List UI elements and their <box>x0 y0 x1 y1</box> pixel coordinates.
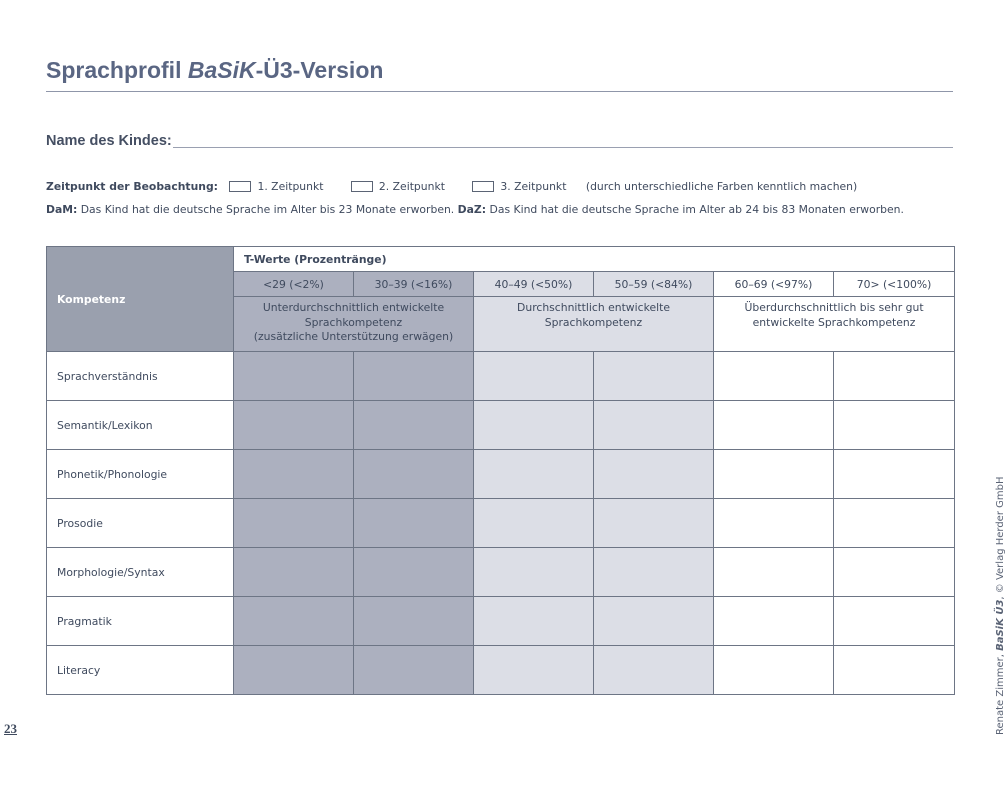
title-prefix: Sprachprofil <box>46 57 188 83</box>
rating-cell[interactable] <box>474 352 594 401</box>
rating-cell[interactable] <box>354 352 474 401</box>
competence-label: Phonetik/Phonologie <box>47 450 234 499</box>
band-above-average <box>714 297 955 352</box>
rating-cell[interactable] <box>834 401 955 450</box>
page-number: 23 <box>4 721 17 736</box>
checkbox-1[interactable] <box>229 181 251 192</box>
table-row <box>47 597 955 646</box>
credit-italic: BaSiK Ü3 <box>995 599 1006 651</box>
credit-suffix: , © Verlag Herder GmbH <box>995 476 1006 600</box>
rating-cell[interactable] <box>354 646 474 695</box>
option-3-label: 3. Zeitpunkt <box>500 180 567 193</box>
table-row <box>47 499 955 548</box>
rating-cell[interactable] <box>234 352 354 401</box>
rating-cell[interactable] <box>234 646 354 695</box>
title-suffix: -Ü3-Version <box>255 57 384 83</box>
band-line: (zusätzliche Unterstützung erwägen) <box>253 330 454 344</box>
rating-cell[interactable] <box>714 352 834 401</box>
twerte-header: T-Werte (Prozentränge) <box>234 247 955 272</box>
daz-text: Das Kind hat die deutsche Sprache im Alter ab 24 bis 83 Monaten erworben. <box>486 203 904 216</box>
range-header: 40–49 (<50%) <box>474 272 594 297</box>
rating-cell[interactable] <box>234 401 354 450</box>
table-header-row <box>47 247 955 272</box>
page-title <box>46 57 383 84</box>
rating-cell[interactable] <box>234 548 354 597</box>
checkbox-3[interactable] <box>472 181 494 192</box>
rating-cell[interactable] <box>714 450 834 499</box>
table-row <box>47 548 955 597</box>
band-line: Sprachkompetenz <box>544 315 643 329</box>
child-name-field <box>46 133 953 155</box>
competence-label: Pragmatik <box>47 597 234 646</box>
title-italic: BaSiK <box>187 57 256 83</box>
table-row <box>47 450 955 499</box>
band-below-average <box>234 297 474 352</box>
band-line: Durchschnittlich entwickelte <box>517 301 670 314</box>
rating-cell[interactable] <box>714 401 834 450</box>
observation-time-row <box>46 180 857 194</box>
rating-cell[interactable] <box>834 352 955 401</box>
observation-note: (durch unterschiedliche Farben kenntlich machen) <box>585 180 858 193</box>
dam-text: Das Kind hat die deutsche Sprache im Alter bis 23 Monate erworben. <box>77 203 458 216</box>
rating-cell[interactable] <box>834 548 955 597</box>
observation-option-2 <box>351 180 445 193</box>
rating-cell[interactable] <box>474 646 594 695</box>
dam-term: DaM: <box>46 203 78 216</box>
band-line: Unterdurchschnittlich entwickelte <box>262 301 445 314</box>
rating-cell[interactable] <box>834 499 955 548</box>
rating-cell[interactable] <box>474 597 594 646</box>
competence-label: Literacy <box>47 646 234 695</box>
competence-label: Sprachverständnis <box>47 352 234 401</box>
table-row <box>47 646 955 695</box>
band-line: Überdurchschnittlich bis sehr gut <box>744 301 924 314</box>
kompetenz-header: Kompetenz <box>47 247 234 352</box>
range-header: <29 (<2%) <box>234 272 354 297</box>
rating-cell[interactable] <box>354 548 474 597</box>
observation-option-1 <box>229 180 323 193</box>
rating-cell[interactable] <box>594 548 714 597</box>
competence-label: Prosodie <box>47 499 234 548</box>
rating-cell[interactable] <box>594 450 714 499</box>
rating-cell[interactable] <box>714 597 834 646</box>
rating-cell[interactable] <box>834 450 955 499</box>
rating-cell[interactable] <box>834 646 955 695</box>
checkbox-2[interactable] <box>351 181 373 192</box>
rating-cell[interactable] <box>594 597 714 646</box>
rating-cell[interactable] <box>474 499 594 548</box>
range-header: 30–39 (<16%) <box>354 272 474 297</box>
rating-cell[interactable] <box>354 401 474 450</box>
rating-cell[interactable] <box>714 499 834 548</box>
band-line: entwickelte Sprachkompetenz <box>752 315 916 329</box>
range-header: 50–59 (<84%) <box>594 272 714 297</box>
rating-cell[interactable] <box>354 499 474 548</box>
competence-label: Morphologie/Syntax <box>47 548 234 597</box>
range-header: 60–69 (<97%) <box>714 272 834 297</box>
copyright-credit <box>995 477 1006 735</box>
table-row <box>47 352 955 401</box>
rating-cell[interactable] <box>474 450 594 499</box>
observation-label: Zeitpunkt der Beobachtung: <box>46 180 219 193</box>
rating-cell[interactable] <box>594 352 714 401</box>
band-average <box>474 297 714 352</box>
band-line: Sprachkompetenz <box>304 315 403 329</box>
rating-cell[interactable] <box>354 450 474 499</box>
rating-cell[interactable] <box>594 401 714 450</box>
table-row <box>47 401 955 450</box>
range-header: 70> (<100%) <box>834 272 955 297</box>
rating-cell[interactable] <box>834 597 955 646</box>
observation-option-3 <box>472 180 566 193</box>
rating-cell[interactable] <box>234 499 354 548</box>
title-divider <box>46 91 953 92</box>
rating-cell[interactable] <box>714 548 834 597</box>
rating-cell[interactable] <box>594 499 714 548</box>
child-name-label: Name des Kindes: <box>46 133 172 149</box>
definitions-row <box>46 203 904 216</box>
option-2-label: 2. Zeitpunkt <box>378 180 445 193</box>
rating-cell[interactable] <box>234 597 354 646</box>
rating-cell[interactable] <box>474 401 594 450</box>
daz-term: DaZ: <box>457 203 487 216</box>
option-1-label: 1. Zeitpunkt <box>257 180 324 193</box>
rating-cell[interactable] <box>594 646 714 695</box>
competence-label: Semantik/Lexikon <box>47 401 234 450</box>
rating-cell[interactable] <box>474 548 594 597</box>
credit-prefix: Renate Zimmer, <box>995 650 1006 735</box>
child-name-line[interactable] <box>173 147 953 148</box>
language-profile-table <box>46 246 955 695</box>
rating-cell[interactable] <box>714 646 834 695</box>
rating-cell[interactable] <box>354 597 474 646</box>
rating-cell[interactable] <box>234 450 354 499</box>
